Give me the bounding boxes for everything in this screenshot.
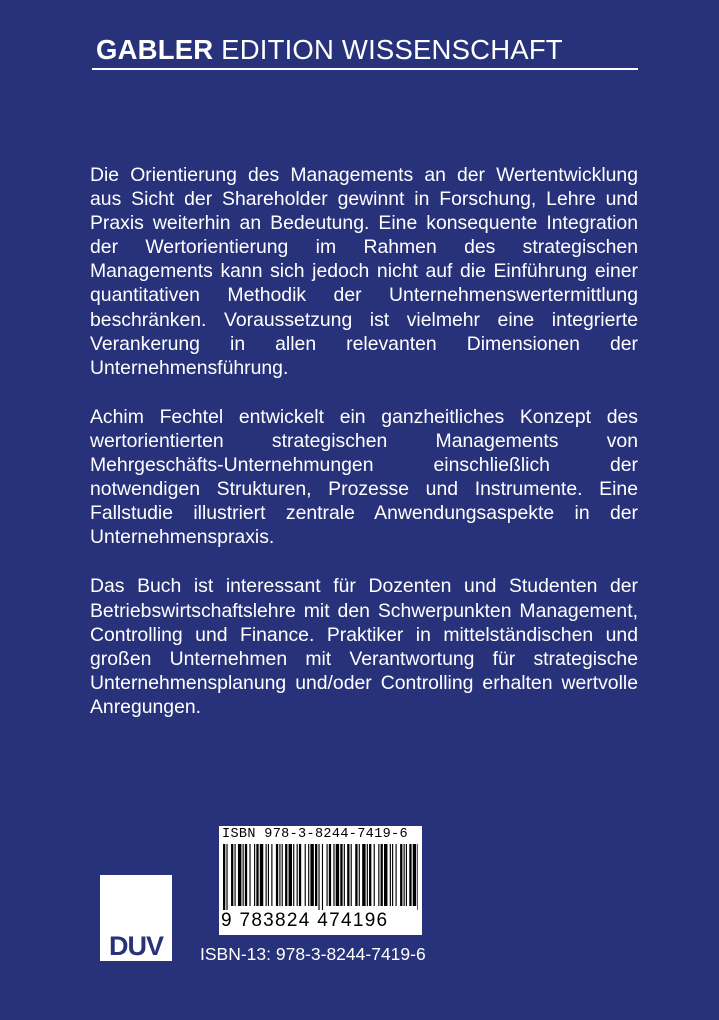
barcode-bar [315,844,317,906]
barcode-bar [327,844,328,906]
barcode-bar [238,844,241,906]
barcode-bar [367,844,368,906]
isbn-barcode [219,826,422,935]
header-divider [92,68,638,70]
barcode-bar [329,844,331,906]
barcode-bar [347,844,349,906]
barcode-bar [276,844,278,906]
barcode-bar [390,844,391,906]
barcode-bar [226,844,227,910]
barcode-bar [297,844,298,906]
publisher-brand: GABLER [96,34,214,65]
blurb-text [90,163,638,744]
barcode-bar [392,844,393,906]
barcode-bar [308,844,309,906]
barcode-bar [256,844,258,906]
barcode-bar [254,844,255,906]
barcode-bar [243,844,244,906]
barcode-bar [271,844,272,906]
series-name: EDITION WISSENSCHAFT [221,34,563,65]
barcode-bar [245,844,247,906]
barcode-digits: 9 783824 474196 [221,910,389,931]
barcode-bar [266,844,267,906]
barcode-bar [249,844,250,906]
series-title [96,34,563,66]
barcode-bar [381,844,383,906]
barcode-bar [359,844,360,906]
barcode-bar [340,844,342,906]
blurb-paragraph-1: Die Orientierung des Managements an der Wertentwicklung aus Sicht der Shareholder gewinnt in Forschung, Lehre und Praxis weiterhin an Bedeutung. Eine konsequente Integration der Wertorientierung im Rahmen des strategischen Managements kann sich jedoch nicht auf die Einführung einer quantitativen Methodik der Unternehmenswertermittlung beschränken. Voraussetzung ist vielmehr eine integrierte Verankerung in allen relevanten Dimensionen der Unternehmensführung. [90,164,638,379]
barcode-bar [279,844,280,906]
barcode-bar [318,844,319,910]
barcode-bar [400,844,402,906]
barcode-bar [285,844,287,906]
isbn13-label: ISBN-13: 978-3-8244-7419-6 [200,944,426,964]
barcode-bar [409,844,411,906]
barcode-bar [231,844,233,906]
barcode-bar [310,844,313,906]
barcode-bar [413,844,416,906]
barcode-bar [336,844,339,906]
barcode-isbn-caption: ISBN 978-3-8244-7419-6 [222,827,408,842]
barcode-bar [333,844,334,906]
blurb-paragraph-3: Das Buch ist interessant für Dozenten und Studenten der Betriebswirtschaftslehre mit den Schwerpunkten Management, Controlling und Finance. Praktiker in mittelständischen und großen Unternehmen mit Verantwortung für strategische Unternehmensplanung und/oder Controlling erhalten wertvolle Anregungen. [90,575,638,718]
barcode-bar [260,844,263,906]
duv-logo-text: DUV [108,931,164,961]
barcode-bar [404,844,405,906]
barcode-bar [289,844,292,906]
barcode-bar [305,844,306,906]
barcode-bar [344,844,345,906]
barcode-bar [322,844,323,910]
barcode-bar [378,844,379,906]
blurb-paragraph-2: Achim Fechtel entwickelt ein ganzheitliches Konzept des wertorientierten strategischen Managements von Mehrgeschäfts-Unternehmungen einschließlich der notwendigen Strukturen, Prozesse und Instrumente. Eine Fallstudie illustriert zentrale Anwendungsaspekte in der Unternehmenspraxis. [90,405,638,549]
barcode-bar [355,844,357,906]
barcode-bar [223,844,225,910]
barcode-bar [268,844,269,906]
barcode-bar [282,844,283,906]
barcode-bar [299,844,301,906]
barcode-bar [384,844,387,906]
barcode-bars [223,844,418,910]
barcode-bar [369,844,371,906]
barcode-bar [293,844,294,906]
barcode-bar [396,844,397,906]
duv-logo-icon [100,875,174,963]
barcode-bar [235,844,236,906]
barcode-bar [374,844,375,906]
barcode-bar [351,844,352,906]
barcode-bar [362,844,365,906]
barcode-bar [406,844,407,906]
barcode-bar [417,844,418,910]
